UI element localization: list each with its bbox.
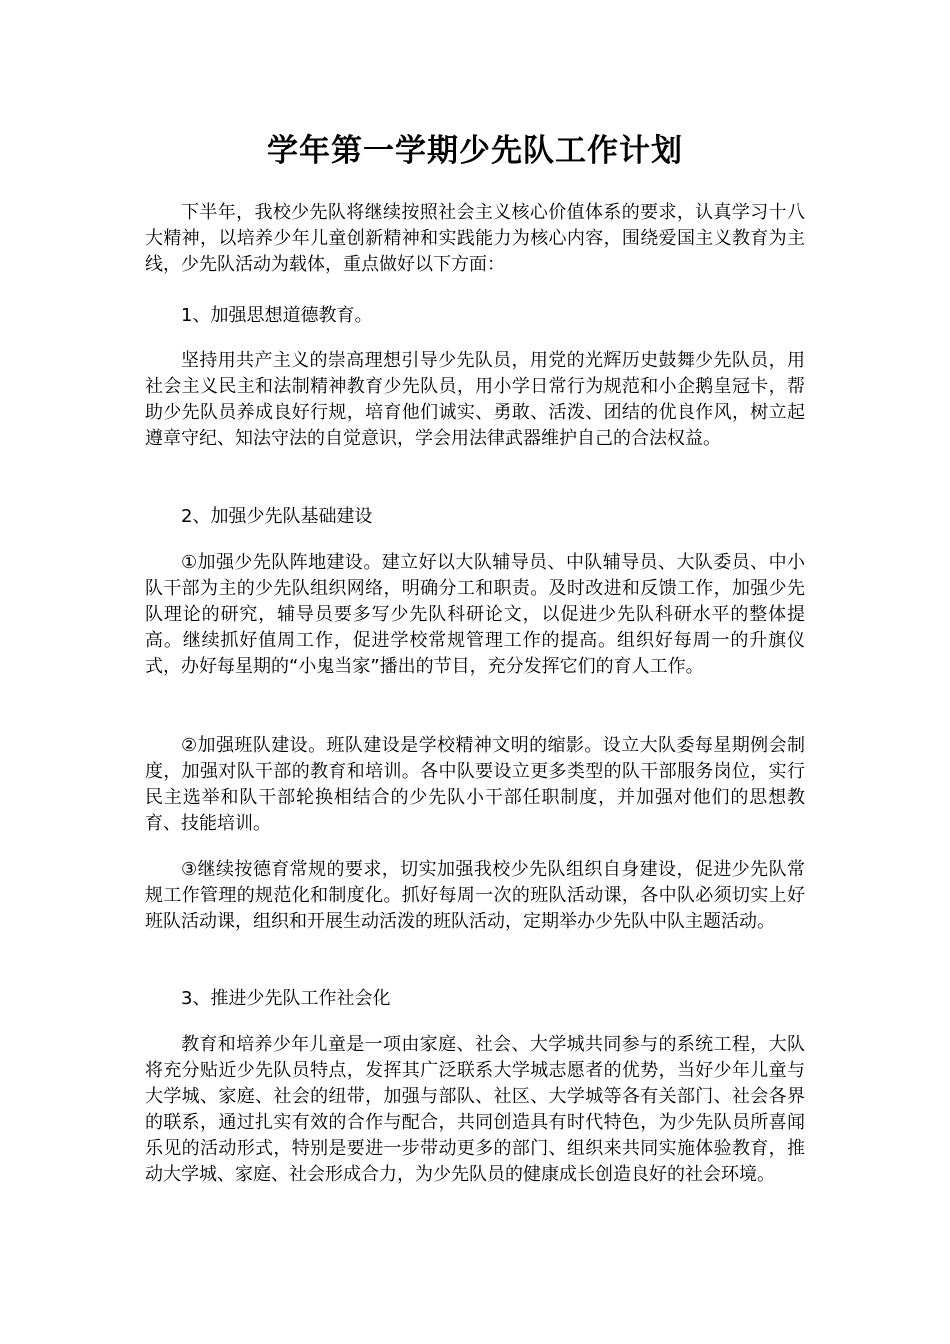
- section-3-heading: 3、推进少先队工作社会化: [181, 988, 391, 1009]
- section-2-item-2: ②加强班队建设。班队建设是学校精神文明的缩影。设立大队委每星期例会制度，加强对队干部的教育和培训。各中队要设立更多类型的队干部服务岗位，实行民主选举和队干部轮换相结合的少先队小干部任职制度，并加强对他们的思想教育、技能培训。: [145, 735, 805, 834]
- intro-paragraph: 下半年，我校少先队将继续按照社会主义核心价值体系的要求，认真学习十八大精神，以培养少年儿童创新精神和实践能力为核心内容，围绕爱国主义教育为主线，少先队活动为载体，重点做好以下方面：: [145, 202, 805, 275]
- section-2-heading: 2、加强少先队基础建设: [181, 506, 373, 527]
- section-3-paragraph: 教育和培养少年儿童是一项由家庭、社会、大学城共同参与的系统工程，大队将充分贴近少先队员特点，发挥其广泛联系大学城志愿者的优势，当好少年儿童与大学城、家庭、社会的纽带，加强与部队、社区、大学城等各有关部门、社会各界的联系，通过扎实有效的合作与配合，共同创造具有时代特色，为少先队员所喜闻乐见的活动形式，特别是要进一步带动更多的部门、组织来共同实施体验教育，推动大学城、家庭、社会形成合力，为少先队员的健康成长创造良好的社会环境。: [145, 1034, 805, 1185]
- section-1-paragraph: 坚持用共产主义的崇高理想引导少先队员，用党的光辉历史鼓舞少先队员，用社会主义民主和法制精神教育少先队员，用小学日常行为规范和小企鹅皇冠卡，帮助少先队员养成良好行规，培育他们诚实、勇敢、活泼、团结的优良作风，树立起遵章守纪、知法守法的自觉意识，学会用法律武器维护自己的合法权益。: [145, 350, 805, 449]
- document-title: 学年第一学期少先队工作计划: [267, 133, 683, 169]
- section-1-heading: 1、加强思想道德教育。: [181, 305, 373, 326]
- section-2-item-3: ③继续按德育常规的要求，切实加强我校少先队组织自身建设，促进少先队常规工作管理的规范化和制度化。抓好每周一次的班队活动课，各中队必须切实上好班队活动课，组织和开展生动活泼的班队活动，定期举办少先队中队主题活动。: [145, 859, 805, 932]
- section-2-item-1: ①加强少先队阵地建设。建立好以大队辅导员、中队辅导员、大队委员、中小队干部为主的少先队组织网络，明确分工和职责。及时改进和反馈工作，加强少先队理论的研究，辅导员要多写少先队科研论文，以促进少先队科研水平的整体提高。继续抓好值周工作，促进学校常规管理工作的提高。组织好每周一的升旗仪式，办好每星期的“小鬼当家”播出的节目，充分发挥它们的育人工作。: [145, 552, 805, 677]
